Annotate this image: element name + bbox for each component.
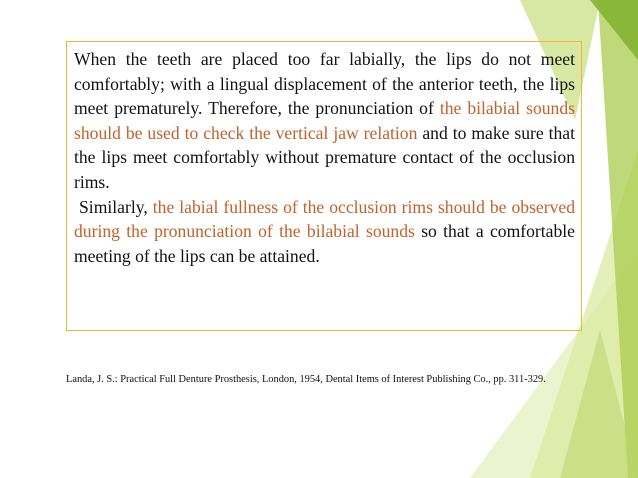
citation-reference: Landa, J. S.: Practical Full Denture Prosthesis, London, 1954, Dental Items of Interest Publishing Co., pp. 311-329. <box>66 374 546 385</box>
paragraph-2-tail: so that a comfortable meeting of the lips can be attained. <box>74 221 575 266</box>
paragraph-2 <box>74 195 575 269</box>
paragraph-1-text-a: When the teeth are placed too far labially, the lips do not meet comfortably; with a lingual displacement of the anterior teeth, the lips meet prematurely. Therefore, the pronunciation of <box>74 49 575 119</box>
paragraph-1-highlight: the bilabial sounds should be used to check the vertical jaw relation <box>74 98 575 143</box>
paragraph-1 <box>74 47 575 195</box>
paragraph-2-lead: Similarly, <box>79 196 153 217</box>
paragraph-2-highlight: the labial fullness of the occlusion rims should be observed during the pronunciation of the bilabial sounds <box>74 196 575 242</box>
main-text-box <box>66 41 582 331</box>
paragraph-1-text-b: and to make sure that the lips meet comfortably without premature contact of the occlusion rims. <box>74 122 575 192</box>
